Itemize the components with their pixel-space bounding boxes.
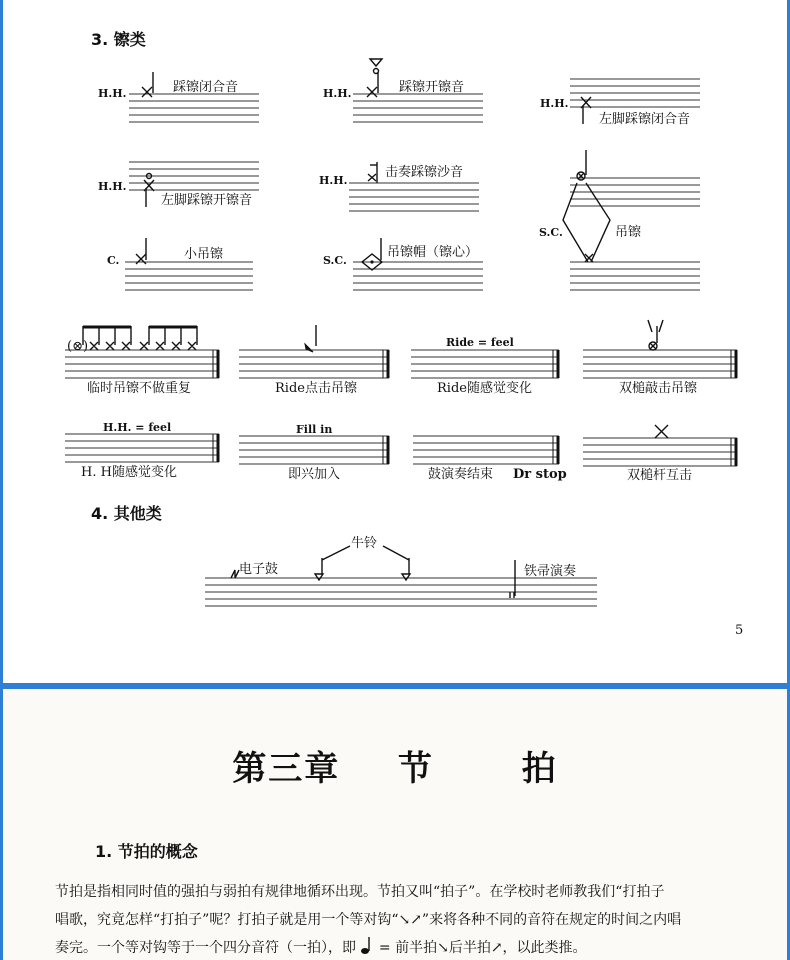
paragraph-line: 节拍是指相同时值的强拍与弱拍有规律地循环出现。节拍又叫“拍子”。在学校时老师教我们“打拍子 bbox=[55, 884, 665, 900]
notation-label: 临时吊镲不做重复 bbox=[87, 381, 192, 396]
section-3-heading: 3. 镲类 bbox=[91, 30, 146, 49]
cymbal-label: 踩镲开镲音 bbox=[399, 80, 465, 95]
hh-open-notation bbox=[323, 59, 483, 122]
ride-click-notation bbox=[239, 325, 389, 396]
suspended-cymbal-notation bbox=[539, 150, 700, 290]
temporary-cymbal-notation bbox=[65, 326, 219, 396]
paragraph-text: 奏完。一个等对钩等于一个四分音符（一拍），即 bbox=[55, 940, 356, 956]
clef-label: S.C. bbox=[539, 226, 563, 239]
section-1-heading: 1. 节拍的概念 bbox=[95, 842, 198, 861]
small-cymbal-notation bbox=[107, 238, 253, 290]
fill-in-notation bbox=[239, 423, 389, 482]
brush-label: 铁帚演奏 bbox=[524, 564, 577, 579]
hh-foot-closed-notation bbox=[540, 79, 700, 127]
clef-label: C. bbox=[107, 254, 120, 267]
notation-figure bbox=[3, 0, 787, 683]
clef-label: H.H. bbox=[540, 97, 569, 110]
ride-feel-notation bbox=[411, 336, 559, 396]
notation-top: Fill in bbox=[296, 423, 333, 436]
notation-label: 双槌杆互击 bbox=[627, 468, 693, 483]
paragraph-line bbox=[55, 941, 587, 955]
notation-top: Ride = feel bbox=[446, 336, 514, 349]
hh-feel-notation bbox=[65, 421, 219, 480]
notation-label: H. H随感觉变化 bbox=[81, 465, 177, 480]
page-number: 5 bbox=[735, 623, 744, 638]
clef-label: H.H. bbox=[98, 180, 127, 193]
cymbal-label: 左脚踩镲闭合音 bbox=[599, 112, 691, 127]
clef-label: H.H. bbox=[98, 87, 127, 100]
chapter-number: 第三章 bbox=[232, 749, 341, 789]
notation-top: H.H. = feel bbox=[103, 421, 172, 434]
notation-extra: Dr stop bbox=[513, 467, 567, 482]
paren-symbol: (⊗) bbox=[67, 339, 89, 354]
page-bottom bbox=[3, 689, 787, 960]
hh-foot-open-notation bbox=[98, 162, 259, 208]
cymbal-label: 左脚踩镲开镲音 bbox=[161, 193, 253, 208]
chapter-word-1: 节 bbox=[398, 749, 434, 789]
notation-label: Ride点击吊镲 bbox=[275, 381, 357, 396]
notation-label: Ride随感觉变化 bbox=[437, 381, 532, 396]
clef-label: H.H. bbox=[319, 174, 348, 187]
stick-click-notation bbox=[583, 425, 737, 483]
cymbal-label: 小吊镲 bbox=[184, 247, 224, 262]
clef-label: H.H. bbox=[323, 87, 352, 100]
hh-stick-shake-notation bbox=[319, 162, 479, 211]
paragraph-text: = 前半拍↘后半拍↗，以此类推。 bbox=[378, 940, 587, 956]
hh-closed-notation bbox=[98, 72, 259, 122]
quarter-note-icon bbox=[360, 941, 374, 955]
cymbal-label: 踩镲闭合音 bbox=[173, 80, 239, 95]
paragraph-line: 唱歌，究竟怎样“打拍子”呢？打拍子就是用一个等对钩“↘↗”来将各种不同的音符在规定的时间之内唱 bbox=[55, 912, 682, 928]
page-top bbox=[3, 0, 787, 683]
double-stick-cymbal-notation bbox=[583, 320, 737, 396]
notation-label: 双槌敲击吊镲 bbox=[619, 381, 698, 396]
drum-stop-notation bbox=[413, 436, 567, 482]
chapter-word-2: 拍 bbox=[521, 749, 558, 789]
chapter-title bbox=[3, 741, 787, 790]
clef-label: S.C. bbox=[323, 254, 347, 267]
cymbal-label: 吊镲帽（镲心） bbox=[387, 245, 479, 260]
cowbell-label: 牛铃 bbox=[351, 536, 378, 551]
notation-label: 即兴加入 bbox=[288, 467, 341, 482]
other-notation bbox=[205, 535, 597, 606]
electronic-drum-label: 电子鼓 bbox=[239, 562, 279, 577]
cymbal-bell-notation bbox=[323, 238, 483, 290]
cymbal-label: 吊镲 bbox=[615, 225, 642, 240]
cymbal-label: 击奏踩镲沙音 bbox=[385, 165, 464, 180]
notation-label: 鼓演奏结束 bbox=[428, 467, 494, 482]
section-4-heading: 4. 其他类 bbox=[91, 504, 162, 523]
